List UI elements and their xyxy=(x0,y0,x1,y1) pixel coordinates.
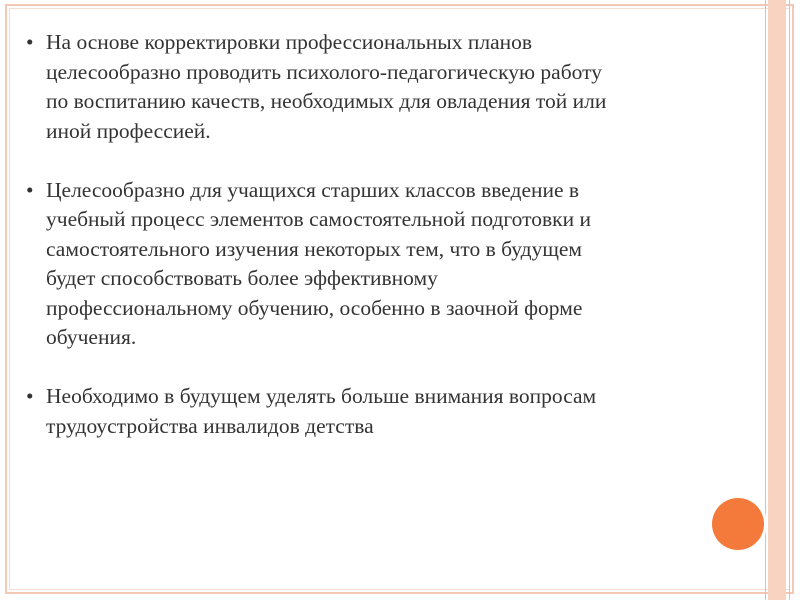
bullet-item xyxy=(26,382,756,441)
right-band-line-right xyxy=(789,0,790,600)
bullet-text: На основе корректировки профессиональных планов целесообразно проводить психолого-педагогическую работу по воспитанию качеств, необходимых для овладения той или иной профессией. xyxy=(46,30,607,143)
bullet-dot-icon: • xyxy=(26,177,34,202)
slide-body xyxy=(26,28,756,471)
bullet-item xyxy=(26,28,756,146)
bullet-text: Необходимо в будущем уделять больше внимания вопросам трудоустройства инвалидов детства xyxy=(46,384,597,438)
bullet-text: Целесообразно для учащихся старших классов введение в учебный процесс элементов самостоятельной подготовки и самостоятельного изучения некоторых тем, что в будущем будет способствовать более эффективному профессиональному обучению, особенно в заочной форме обучения. xyxy=(46,177,591,349)
bullet-item xyxy=(26,176,756,353)
bullet-dot-icon: • xyxy=(26,30,34,54)
decorative-orange-circle xyxy=(712,498,764,550)
right-decorative-band xyxy=(768,0,786,600)
right-band-line-left xyxy=(765,0,766,600)
bullet-dot-icon: • xyxy=(26,384,34,408)
